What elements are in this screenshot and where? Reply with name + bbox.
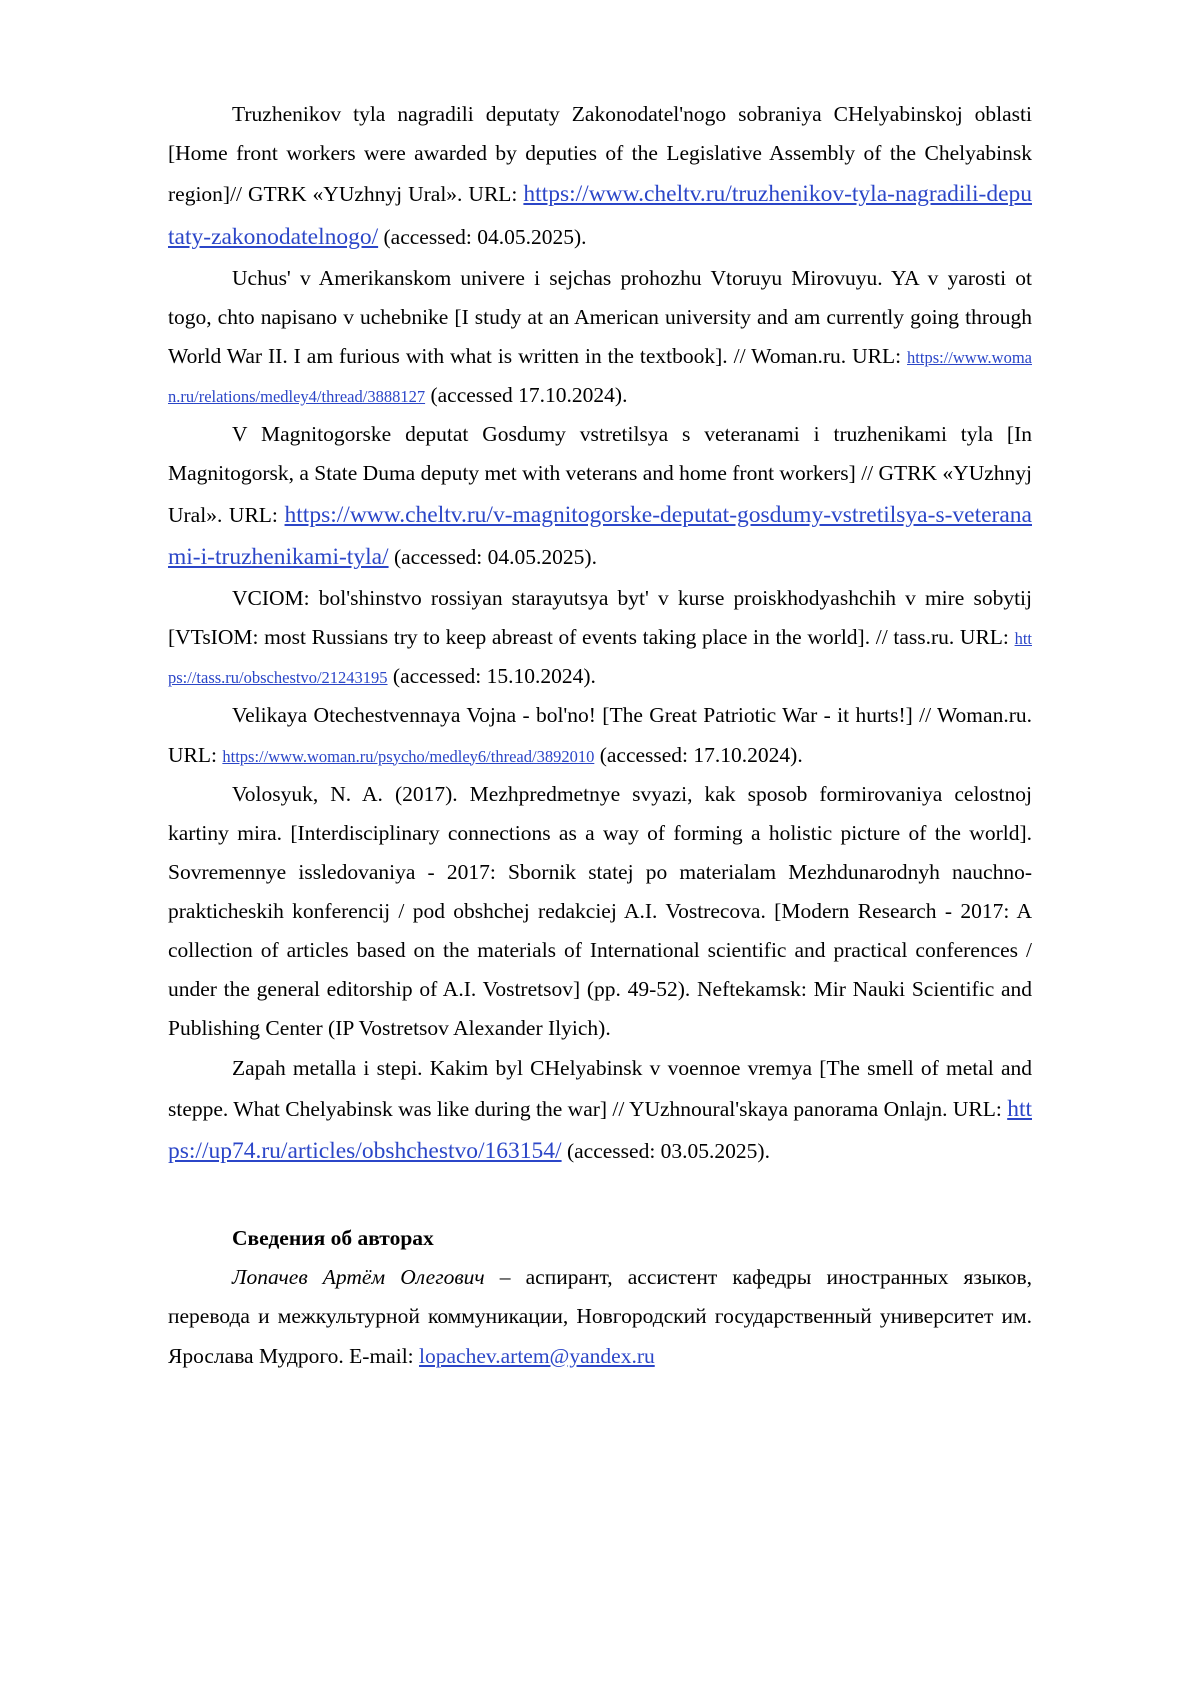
- reference-entry: Volosyuk, N. A. (2017). Mezhpredmetnye svyazi, kak sposob formirovaniya celostnoj kartiny mira. [Interdisciplinary connections as a way of forming a holistic picture of the world]. Sovremennye issledovaniya - 2017: Sbornik statej po materialam Mezhdunarodnyh nauchno-prakticheskih konferencij / pod obshchej redakciej A.I. Vostrecova. [Modern Research - 2017: A collection of articles based on the materials of International scientific and practical conferences / under the general editorship of A.I. Vostretsov] (pp. 49-52). Neftekamsk: Mir Nauki Scientific and Publishing Center (IP Vostretsov Alexander Ilyich).: [168, 781, 1032, 1041]
- reference-url-link[interactable]: https://up74.ru/articles/obshchestvo/163154/: [168, 1095, 1032, 1165]
- authors-section-heading: Сведения об авторах: [232, 1226, 434, 1251]
- reference-url-link[interactable]: https://www.cheltv.ru/truzhenikov-tyla-nagradili-deputaty-zakonodatelnogo/: [168, 181, 1032, 251]
- reference-url-link[interactable]: https://www.woman.ru/relations/medley4/thread/3888127: [168, 348, 1032, 407]
- reference-url-link[interactable]: https://www.cheltv.ru/v-magnitogorske-deputat-gosdumy-vstretilsya-s-veteranami-i-truzhenikami-tyla/: [168, 501, 1032, 571]
- reference-entry: Truzhenikov tyla nagradili deputaty Zakonodatel'nogo sobraniya CHelyabinskoj oblasti [Home front workers were awarded by deputies of the Legislative Assembly of the Chelyabinsk region]// GTRK «YUzhnyj Ural». URL: https://www.cheltv.ru/truzhenikov-tyla-nagradili-deputaty-zakonodatelnogo/ (accessed: 04.05.2025).: [168, 102, 1032, 251]
- author-entry: [168, 1258, 1032, 1375]
- author-name: Лопачев Артём Олегович: [232, 1265, 485, 1290]
- reference-entry: VCIOM: bol'shinstvo rossiyan starayutsya byt' v kurse proiskhodyashchih v mire sobytij [VTsIOM: most Russians try to keep abreast of events taking place in the world]. // tass.ru. URL: https://tass.ru/obschestvo/21243195 (accessed: 15.10.2024).: [168, 586, 1032, 689]
- reference-entry: Uchus' v Amerikanskom univere i sejchas prohozhu Vtoruyu Mirovuyu. YA v yarosti ot togo, chto napisano v uchebnike [I study at an American university and am currently going through World War II. I am furious with what is written in the textbook]. // Woman.ru. URL: https://www.woman.ru/relations/medley4/thread/3888127 (accessed 17.10.2024).: [168, 265, 1032, 408]
- references-list: [168, 95, 1032, 1173]
- author-email-link[interactable]: lopachev.artem@yandex.ru: [419, 1343, 655, 1368]
- reference-entry: Zapah metalla i stepi. Kakim byl CHelyabinsk v voennoe vremya [The smell of metal and steppe. What Chelyabinsk was like during the war] // YUzhnoural'skaya panorama Onlajn. URL: https://up74.ru/articles/obshchestvo/163154/ (accessed: 03.05.2025).: [168, 1055, 1032, 1165]
- reference-entry: V Magnitogorske deputat Gosdumy vstretilsya s veteranami i truzhenikami tyla [In Magnitogorsk, a State Duma deputy met with veterans and home front workers] // GTRK «YUzhnyj Ural». URL: https://www.cheltv.ru/v-magnitogorske-deputat-gosdumy-vstretilsya-s-veteranami-i-truzhenikami-tyla/ (accessed: 04.05.2025).: [168, 422, 1032, 571]
- author-affiliation: – аспирант, ассистент кафедры иностранных языков, перевода и межкультурной коммуникации, Новгородский государственный университет им. Ярослава Мудрого. E-mail:: [168, 1265, 1032, 1368]
- reference-url-link[interactable]: https://www.woman.ru/psycho/medley6/thread/3892010: [222, 746, 595, 766]
- reference-url-link[interactable]: https://tass.ru/obschestvo/21243195: [168, 629, 1032, 688]
- reference-entry: Velikaya Otechestvennaya Vojna - bol'no! [The Great Patriotic War - it hurts!] // Woman.ru. URL: https://www.woman.ru/psycho/medley6/thread/3892010 (accessed: 17.10.2024).: [168, 703, 1032, 767]
